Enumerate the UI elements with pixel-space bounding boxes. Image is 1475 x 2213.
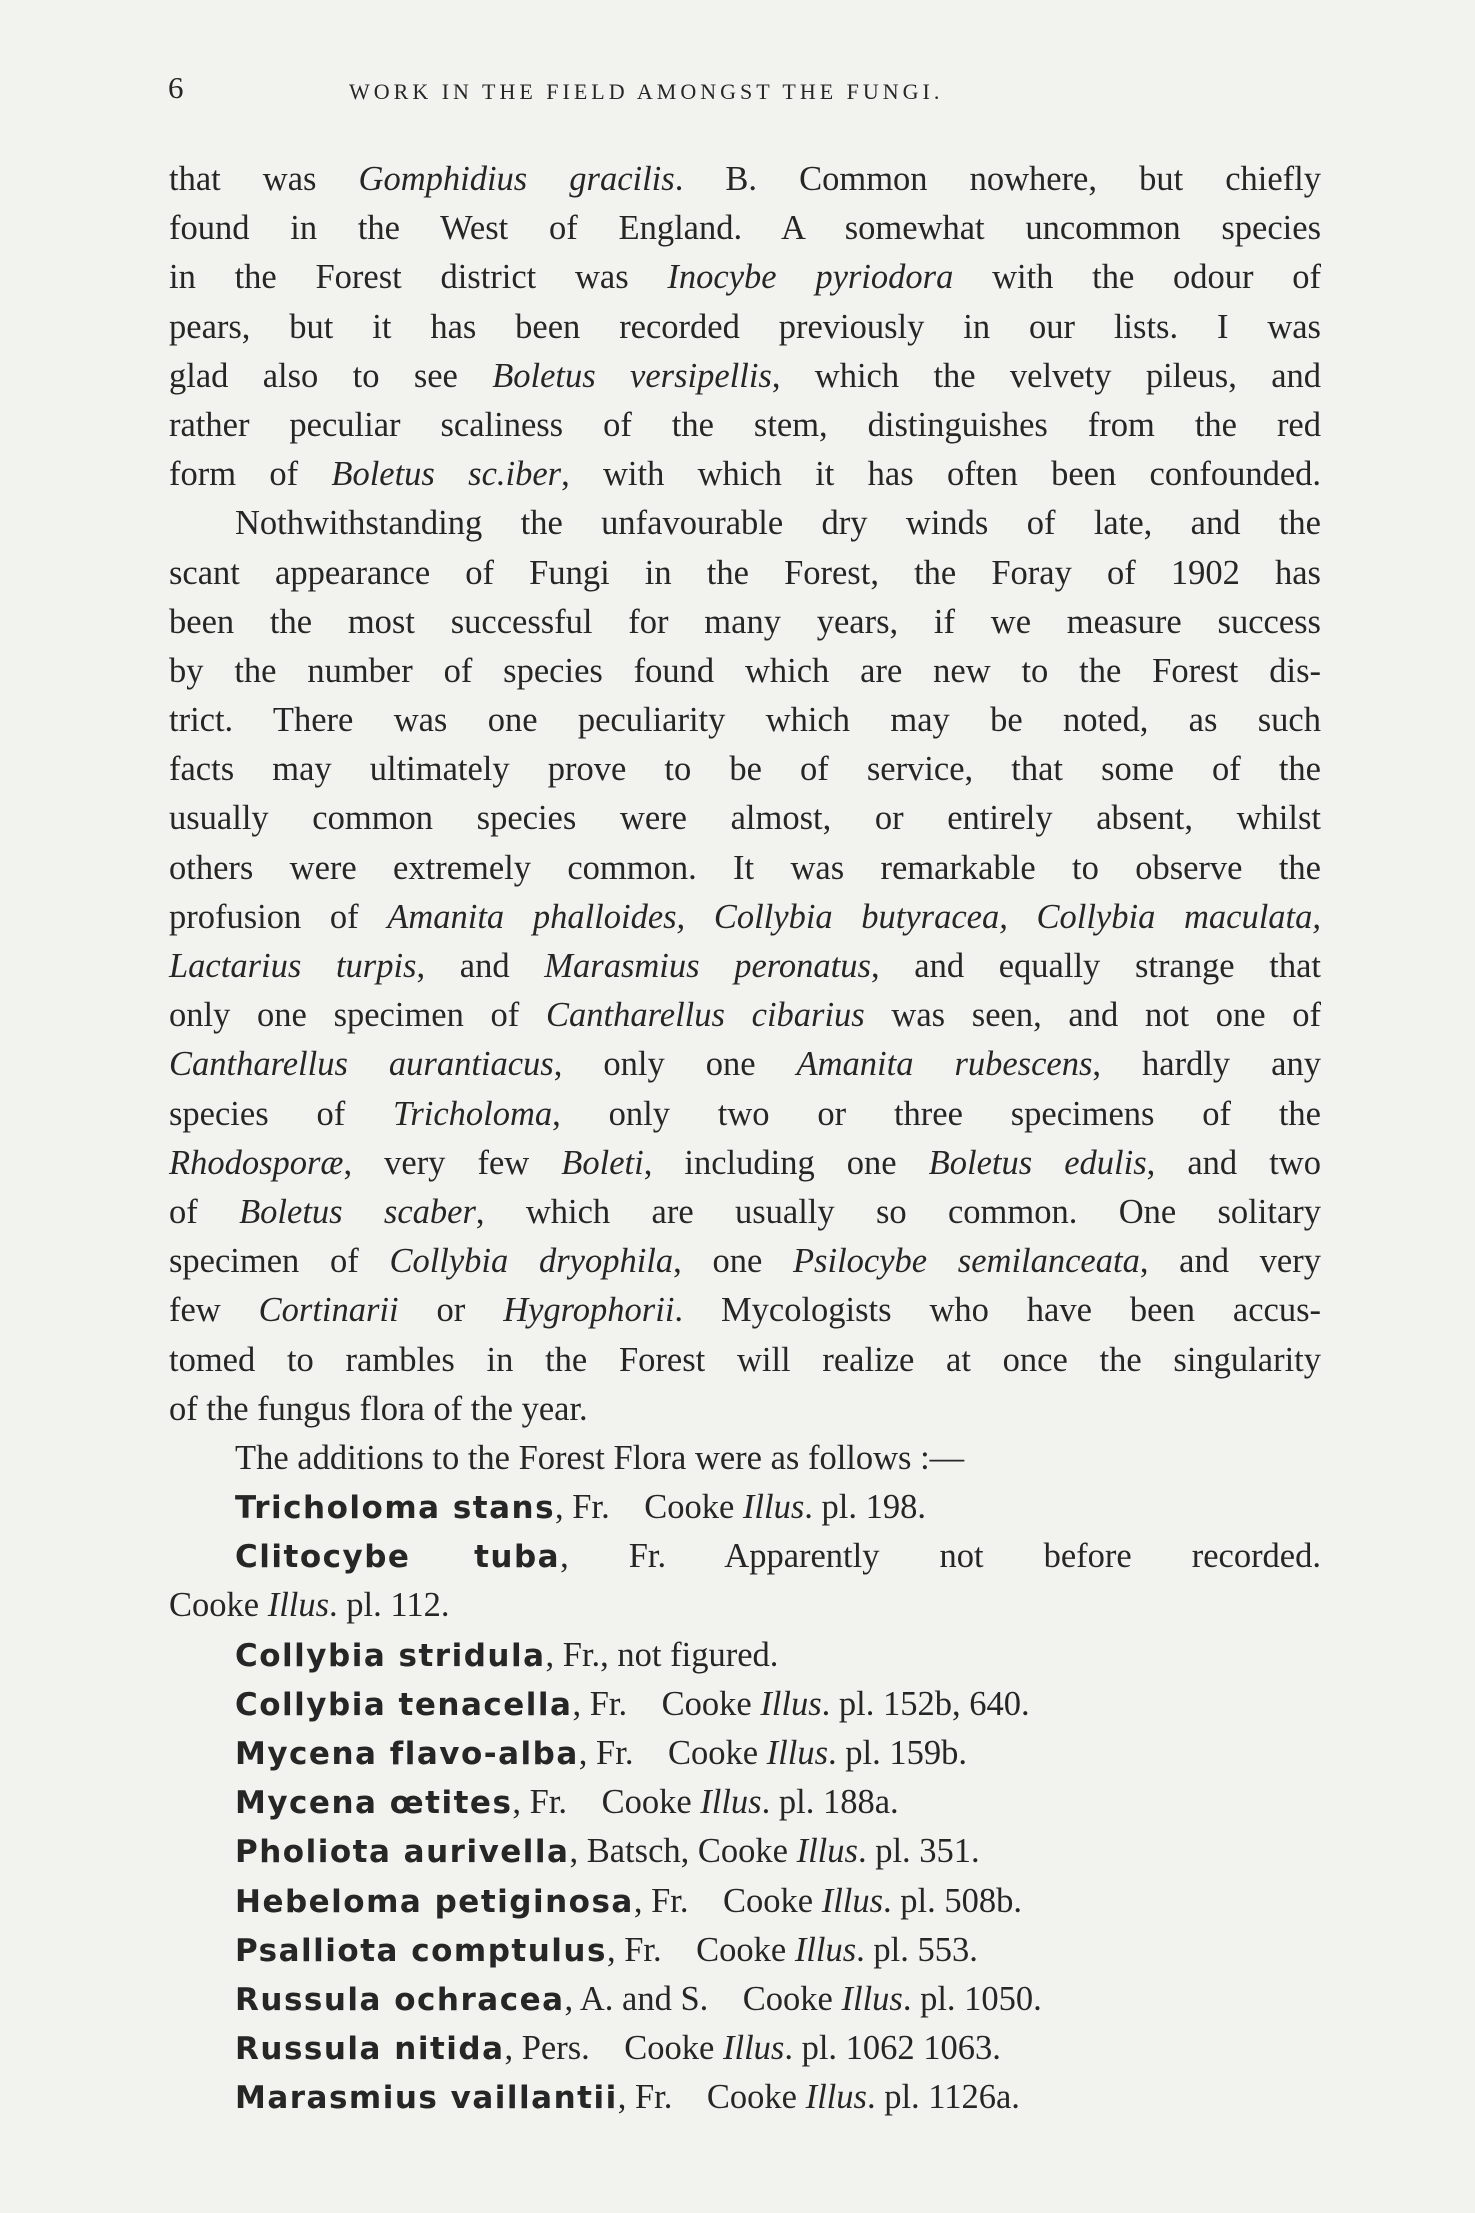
text-line: others were extremely common. It was remarkable to observe the [169, 848, 1321, 887]
text-line: facts may ultimately prove to be of service, that some of the [169, 750, 1321, 789]
list-item: Tricholoma stans, Fr. Cooke Illus. pl. 198. [235, 1488, 926, 1527]
text-line: of Boletus scaber, which are usually so common. One solitary [169, 1192, 1321, 1231]
page-header [0, 70, 1475, 110]
text-line: by the number of species found which are new to the Forest dis- [169, 651, 1321, 690]
text-line: pears, but it has been recorded previously in our lists. I was [169, 307, 1321, 346]
list-item-continuation: Cooke Illus. pl. 112. [169, 1586, 450, 1625]
text-line: rather peculiar scaliness of the stem, distinguishes from the red [169, 405, 1321, 444]
text-line: specimen of Collybia dryophila, one Psilocybe semilanceata, and very [169, 1242, 1321, 1281]
list-item: Russula nitida, Pers. Cooke Illus. pl. 1062 1063. [235, 2029, 1001, 2068]
text-line: tomed to rambles in the Forest will realize at once the singularity [169, 1340, 1321, 1379]
list-item: Hebeloma petiginosa, Fr. Cooke Illus. pl. 508b. [235, 1881, 1023, 1920]
running-head: WORK IN THE FIELD AMONGST THE FUNGI. [349, 79, 944, 104]
list-item: Mycena flavo-alba, Fr. Cooke Illus. pl. 159b. [235, 1734, 967, 1772]
text-line: few Cortinarii or Hygrophorii. Mycologists who have been accus- [169, 1291, 1321, 1330]
page-number: 6 [168, 70, 185, 105]
text-line: usually common species were almost, or entirely absent, whilst [169, 799, 1321, 838]
text-line: form of Boletus sc.iber, with which it has often been confounded. [169, 455, 1322, 494]
list-item: Clitocybe tuba, Fr. Apparently not before recorded. [235, 1537, 1321, 1576]
species-list [169, 1483, 1321, 2122]
paragraph-2 [169, 499, 1321, 1434]
text-line: Cantharellus aurantiacus, only one Amanita rubescens, hardly any [169, 1045, 1321, 1084]
text-line: that was Gomphidius gracilis. B. Common nowhere, but chiefly [169, 160, 1322, 198]
text-line: only one specimen of Cantharellus cibarius was seen, and not one of [169, 996, 1322, 1035]
text-line: Rhodosporæ, very few Boleti, including one Boletus edulis, and two [169, 1143, 1321, 1182]
list-item: Russula ochracea, A. and S. Cooke Illus. pl. 1050. [235, 1979, 1042, 2018]
list-item: Collybia stridula, Fr., not figured. [235, 1635, 779, 1674]
text-line: species of Tricholoma, only two or three specimens of the [169, 1094, 1321, 1133]
list-item: Pholiota aurivella, Batsch, Cooke Illus. pl. 351. [235, 1832, 980, 1871]
text-line: Nothwithstanding the unfavourable dry winds of late, and the [235, 504, 1321, 543]
text-line: in the Forest district was Inocybe pyriodora with the odour of [169, 258, 1321, 297]
text-line: of the fungus flora of the year. [169, 1389, 588, 1428]
text-line: profusion of Amanita phalloides, Collybia butyracea, Collybia maculata, [169, 897, 1321, 936]
text-line: found in the West of England. A somewhat uncommon species [169, 209, 1321, 248]
list-item: Psalliota comptulus, Fr. Cooke Illus. pl. 553. [235, 1930, 978, 1969]
list-item: Marasmius vaillantii, Fr. Cooke Illus. pl. 1126a. [235, 2078, 1020, 2117]
text-line: scant appearance of Fungi in the Forest, the Foray of 1902 has [169, 553, 1321, 592]
paragraph-1 [169, 155, 1321, 499]
text-line: trict. There was one peculiarity which may be noted, as such [169, 701, 1321, 740]
page-body [169, 155, 1321, 2123]
text-line: glad also to see Boletus versipellis, which the velvety pileus, and [169, 356, 1322, 395]
list-item: Collybia tenacella, Fr. Cooke Illus. pl. 152b, 640. [235, 1684, 1030, 1723]
text-line: Lactarius turpis, and Marasmius peronatus, and equally strange that [169, 947, 1321, 985]
list-item: Mycena œtites, Fr. Cooke Illus. pl. 188a. [235, 1783, 899, 1822]
list-intro: The additions to the Forest Flora were as follows :— [235, 1438, 965, 1477]
text-line: been the most successful for many years, if we measure success [169, 602, 1321, 641]
